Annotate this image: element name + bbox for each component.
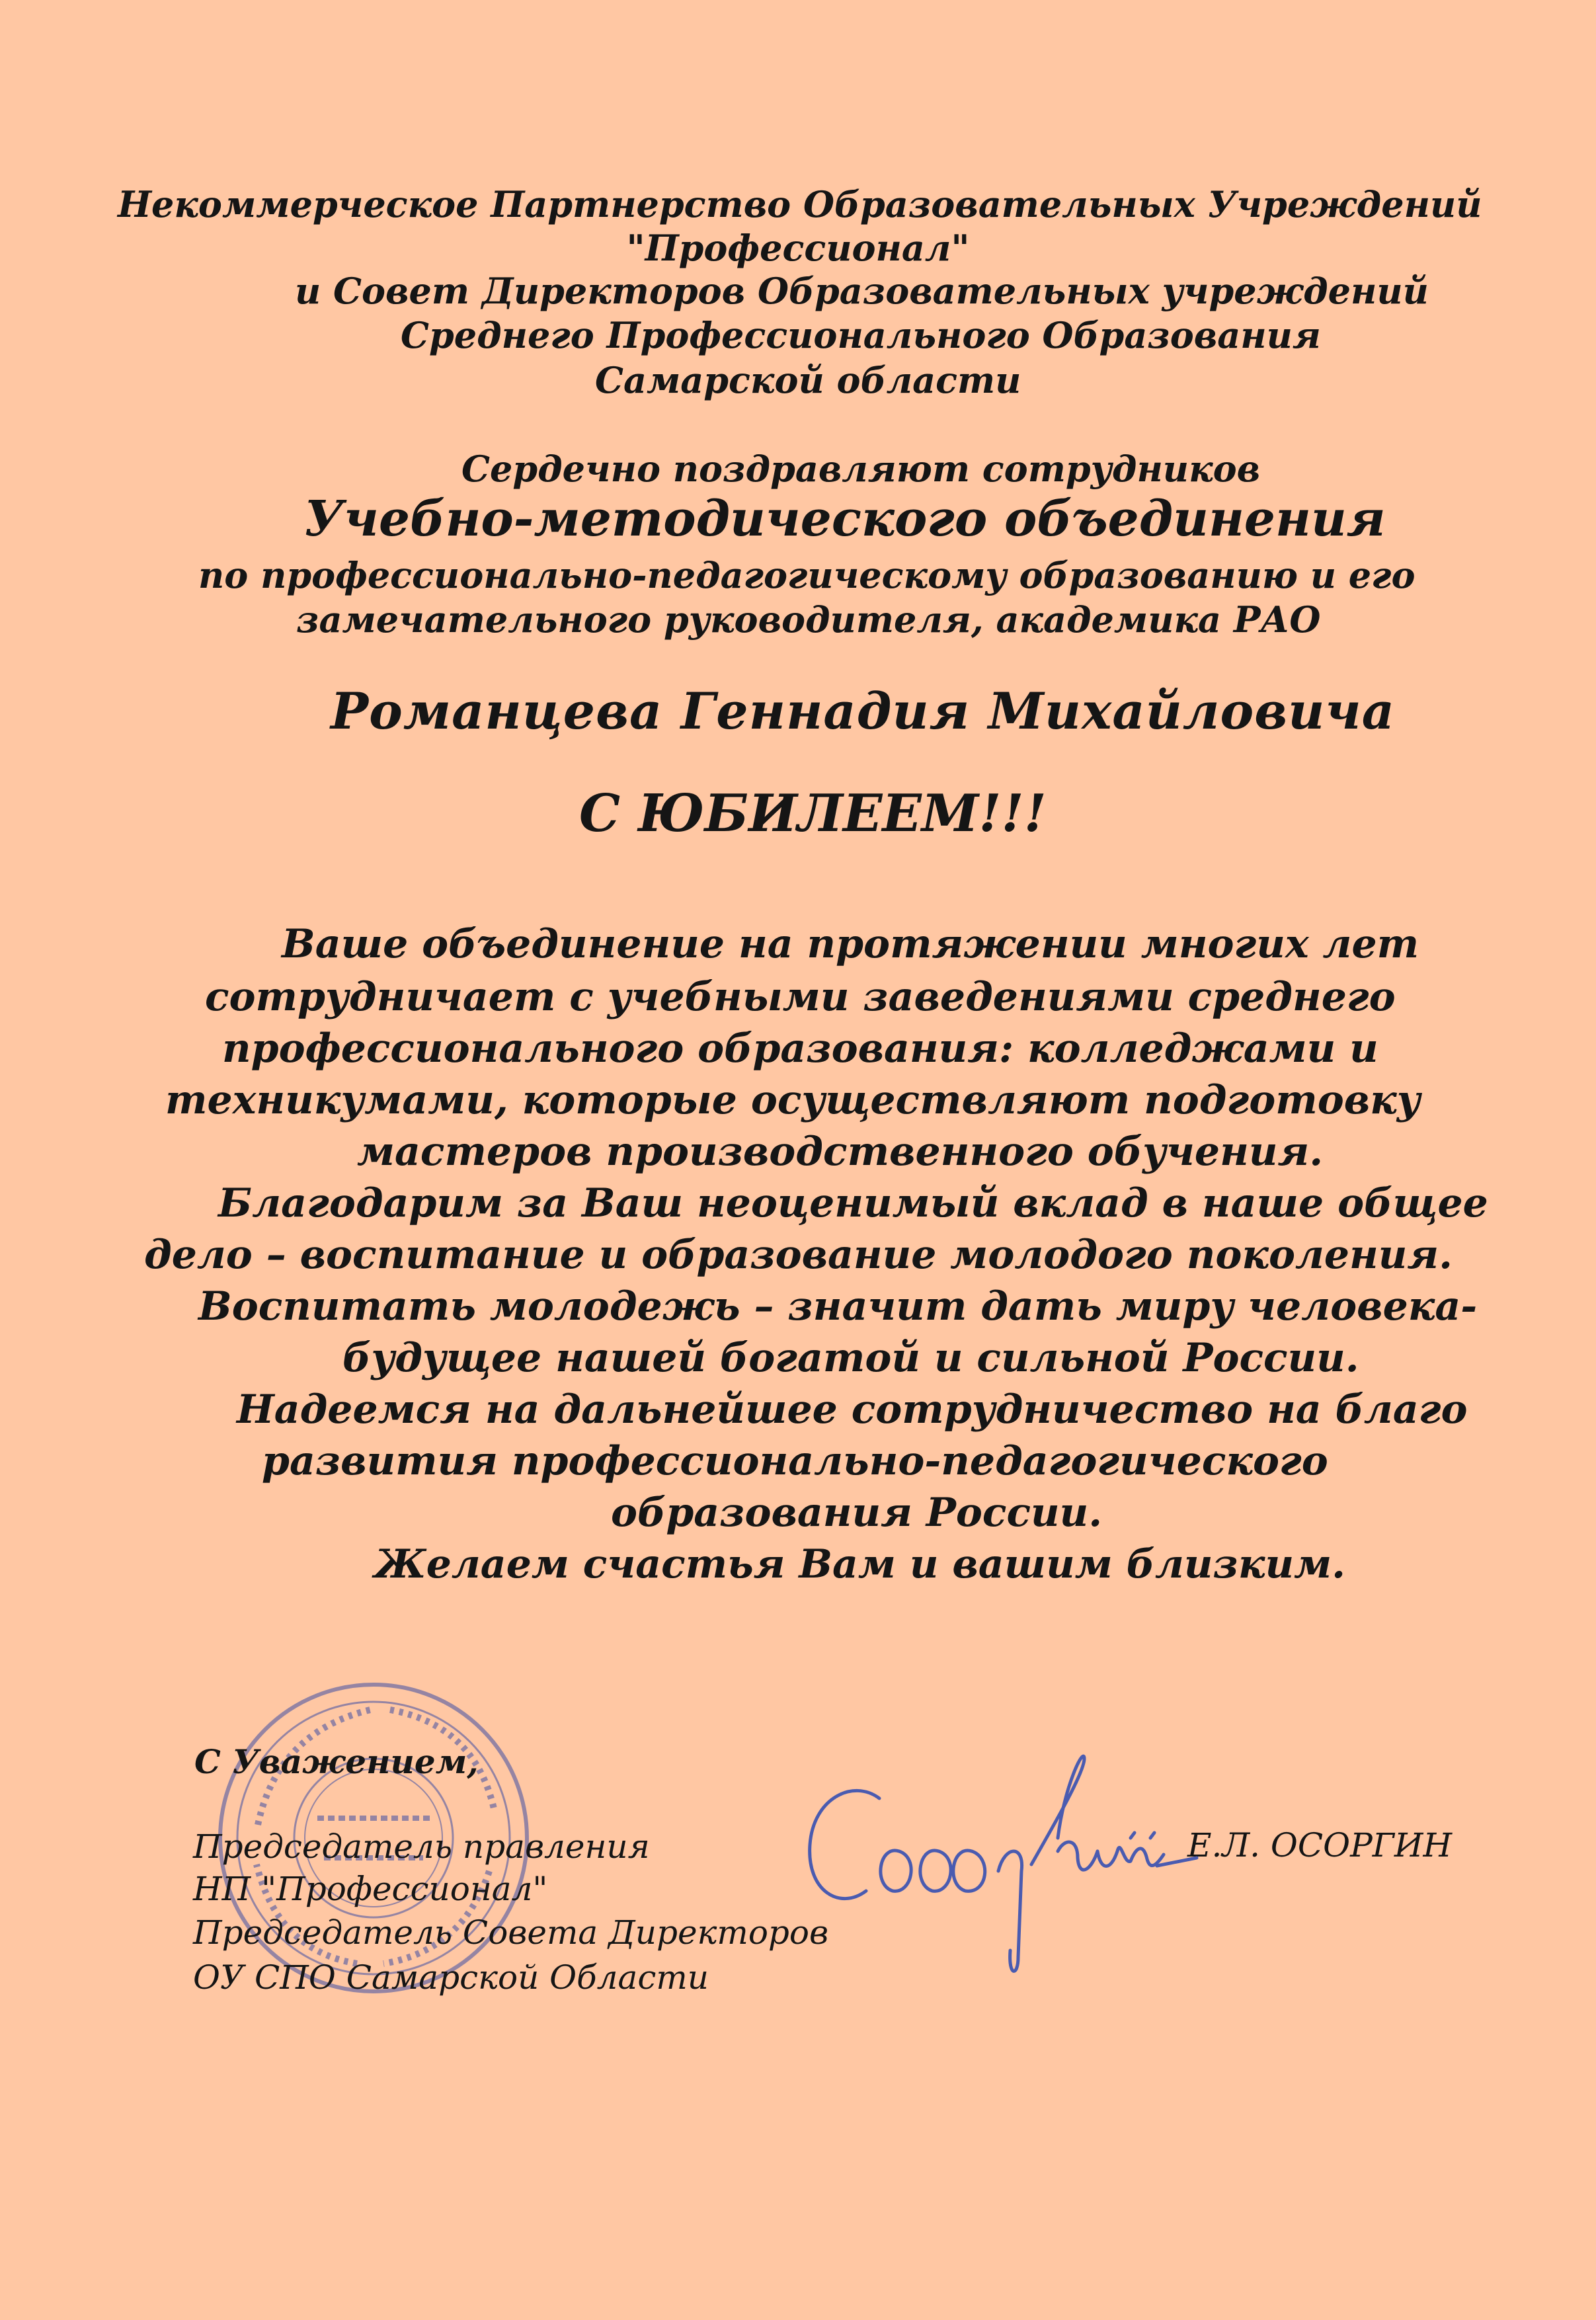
greeting-organization: Учебно-методического объединения	[304, 491, 1386, 547]
regards-text: С Уважением,	[194, 1742, 479, 1781]
header-line-1: Некоммерческое Партнерство Образовательных Учреждений	[118, 183, 1482, 225]
body-line-9: будущее нашей богатой и сильной России.	[342, 1335, 1359, 1381]
body-line-10: Надеемся на дальнейшее сотрудничество на благо	[237, 1386, 1468, 1433]
body-line-11: развития профессионально-педагогического	[262, 1438, 1328, 1484]
body-line-3: профессионального образования: колледжами и	[222, 1025, 1378, 1072]
position-line-3: Председатель Совета Директоров	[193, 1913, 829, 1952]
position-line-1: Председатель правления	[193, 1827, 650, 1866]
body-line-8: Воспитать молодежь – значит дать миру человека-	[198, 1283, 1478, 1330]
header-line-4: Среднего Профессионального Образования	[401, 314, 1321, 356]
jubilee-title: С ЮБИЛЕЕМ!!!	[579, 783, 1047, 844]
greeting-line-3: по профессионально-педагогическому образованию и его	[198, 554, 1416, 596]
signer-name: Е.Л. ОСОРГИН	[1187, 1826, 1453, 1864]
body-line-2: сотрудничает с учебными заведениями среднего	[205, 974, 1396, 1020]
body-line-1: Ваше объединение на протяжении многих лет	[282, 921, 1419, 967]
greeting-intro: Сердечно поздравляют сотрудников	[461, 448, 1261, 490]
honoree-name: Романцева Геннадия Михайловича	[331, 682, 1395, 740]
header-line-5: Самарской области	[595, 359, 1021, 401]
greeting-line-4: замечательного руководителя, академика РАО	[296, 598, 1321, 641]
body-line-6: Благодарим за Ваш неоценимый вклад в наше общее	[218, 1180, 1488, 1226]
body-line-5: мастеров производственного обучения.	[357, 1129, 1324, 1175]
body-line-4: техникумами, которые осуществляют подготовку	[165, 1077, 1421, 1123]
body-line-12: образования России.	[611, 1490, 1103, 1536]
header-line-2: "Профессионал"	[626, 227, 970, 269]
header-line-3: и Совет Директоров Образовательных учреждений	[295, 270, 1429, 312]
body-line-7: дело – воспитание и образование молодого поколения.	[144, 1232, 1453, 1278]
position-line-4: ОУ СПО Самарской Области	[193, 1958, 709, 1997]
position-line-2: НП "Профессионал"	[193, 1870, 548, 1908]
body-line-13: Желаем счастья Вам и вашим близким.	[374, 1541, 1346, 1587]
